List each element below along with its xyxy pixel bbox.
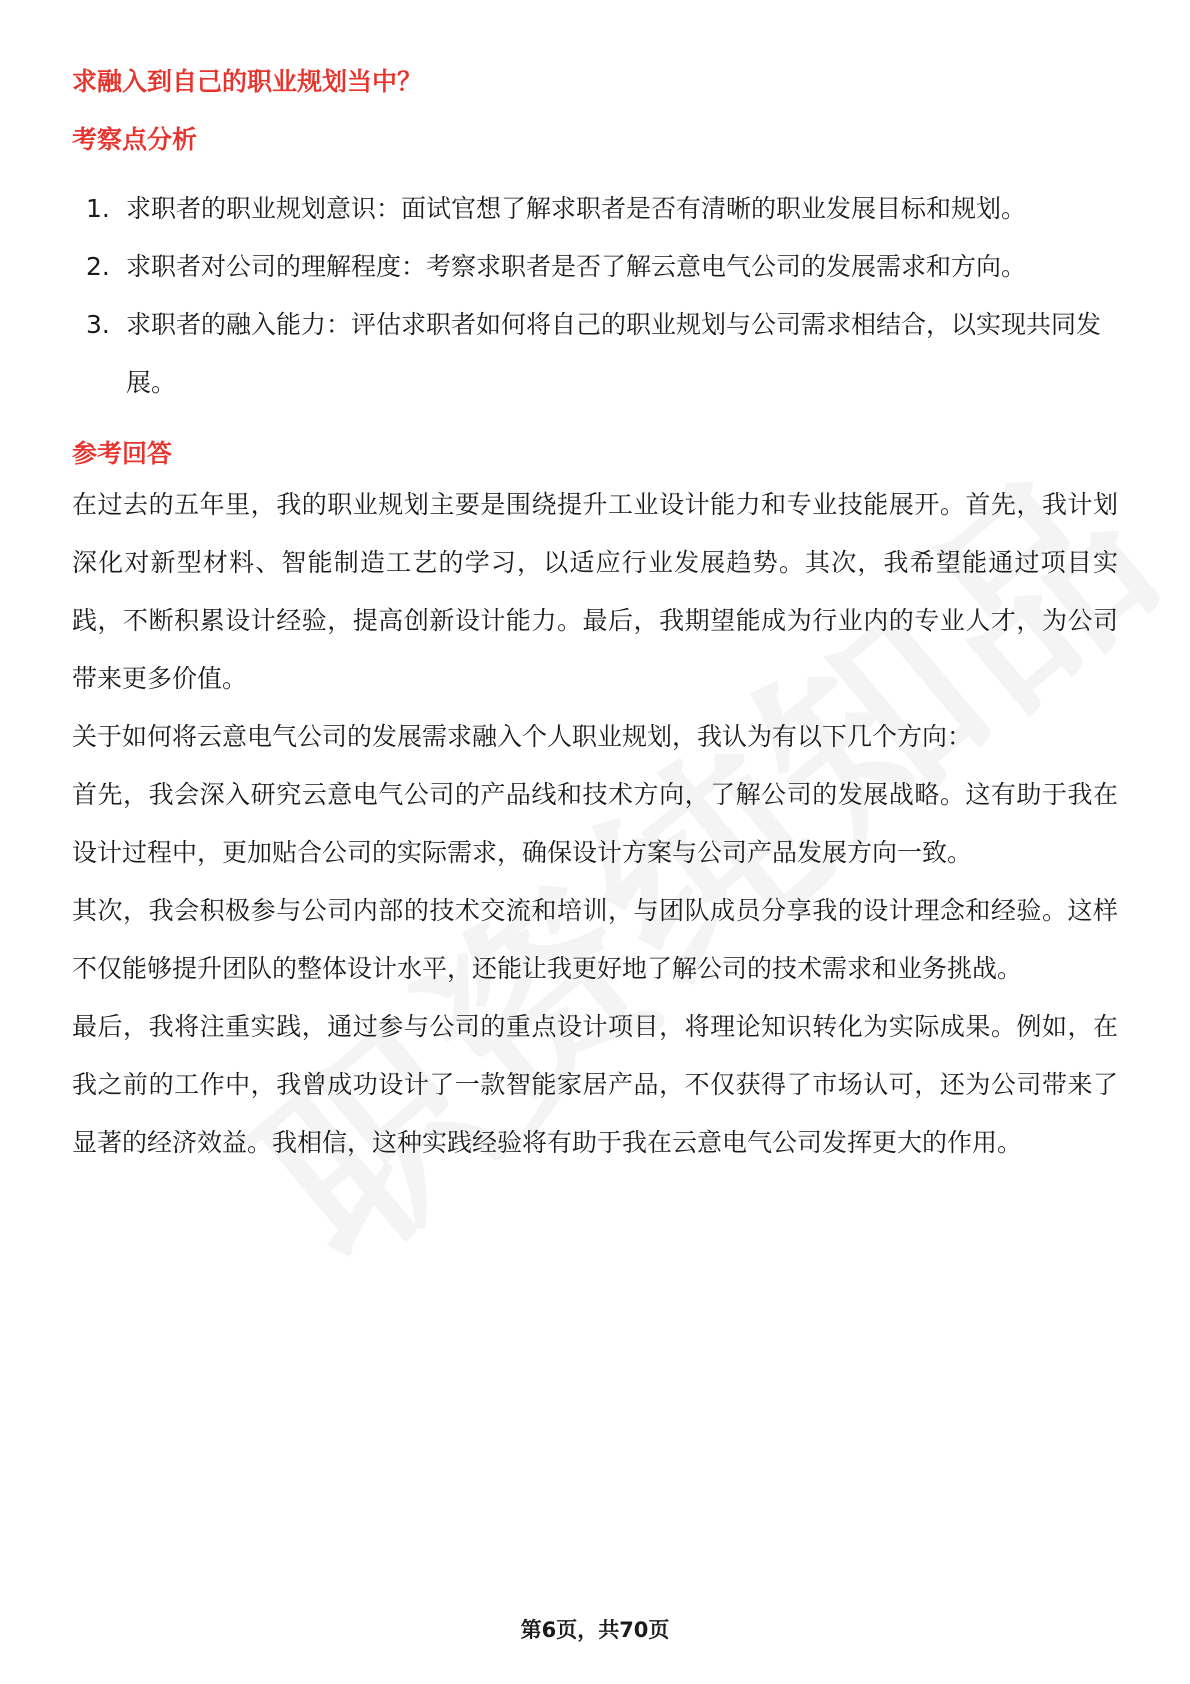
list-item <box>72 238 1118 296</box>
list-item-text: 求职者的职业规划意识：面试官想了解求职者是否有清晰的职业发展目标和规划。 <box>126 194 1027 223</box>
list-item <box>72 180 1118 238</box>
analysis-heading: 考察点分析 <box>72 125 198 154</box>
page-content <box>72 52 1118 1172</box>
page-number-footer: 第6页，共70页 <box>520 1618 670 1642</box>
answer-paragraph: 其次，我会积极参与公司内部的技术交流和培训，与团队成员分享我的设计理念和经验。这样不仅能够提升团队的整体设计水平，还能让我更好地了解公司的技术需求和业务挑战。 <box>72 896 1118 983</box>
answer-paragraph: 在过去的五年里，我的职业规划主要是围绕提升工业设计能力和专业技能展开。首先，我计划深化对新型材料、智能制造工艺的学习，以适应行业发展趋势。其次，我希望能通过项目实践，不断积累设计经验，提高创新设计能力。最后，我期望能成为行业内的专业人才，为公司带来更多价值。 <box>72 490 1118 693</box>
answer-paragraph: 关于如何将云意电气公司的发展需求融入个人职业规划，我认为有以下几个方向： <box>72 722 973 751</box>
answer-paragraph: 最后，我将注重实践，通过参与公司的重点设计项目，将理论知识转化为实际成果。例如，在我之前的工作中，我曾成功设计了一款智能家居产品，不仅获得了市场认可，还为公司带来了显著的经济效益。我相信，这种实践经验将有助于我在云意电气公司发挥更大的作用。 <box>72 1012 1118 1157</box>
list-item-number: 1. <box>86 194 110 223</box>
list-item-text: 求职者的融入能力：评估求职者如何将自己的职业规划与公司需求相结合，以实现共同发展。 <box>126 310 1102 397</box>
analysis-points-list <box>72 180 1118 412</box>
answer-paragraph: 首先，我会深入研究云意电气公司的产品线和技术方向，了解公司的发展战略。这有助于我在设计过程中，更加贴合公司的实际需求，确保设计方案与公司产品发展方向一致。 <box>72 780 1118 867</box>
list-item-number: 2. <box>86 252 110 281</box>
question-heading: 求融入到自己的职业规划当中？ <box>72 67 423 96</box>
list-item-number: 3. <box>86 310 110 339</box>
answer-heading: 参考回答 <box>72 439 173 468</box>
list-item <box>72 296 1118 412</box>
list-item-text: 求职者对公司的理解程度：考察求职者是否了解云意电气公司的发展需求和方向。 <box>126 252 1027 281</box>
